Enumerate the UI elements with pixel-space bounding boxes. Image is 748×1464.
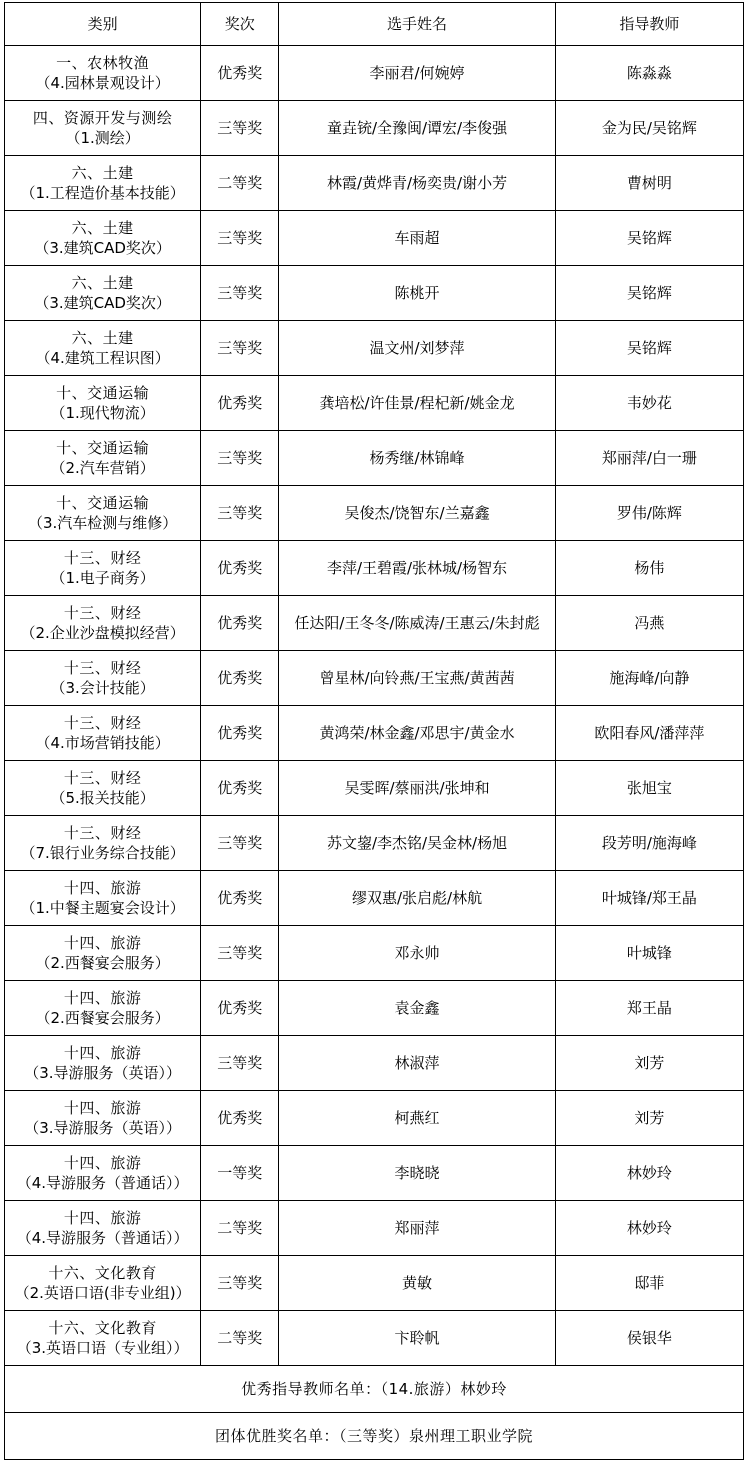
category-line-2: （2.英语口语(非专业组)） (14, 1284, 191, 1302)
cell-award: 二等奖 (201, 1201, 279, 1256)
cell-award: 优秀奖 (201, 706, 279, 761)
category-line-2: （2.企业沙盘模拟经营） (20, 624, 185, 642)
category-line-1: 十四、旅游 (63, 1208, 142, 1227)
cell-coach: 林妙玲 (555, 1146, 743, 1201)
cell-award: 三等奖 (201, 431, 279, 486)
table-row (5, 706, 744, 761)
table-body (5, 46, 744, 1460)
header-category: 类别 (5, 3, 201, 46)
cell-coach: 陈淼淼 (555, 46, 743, 101)
cell-players: 吴俊杰/饶智东/兰嘉鑫 (279, 486, 555, 541)
cell-award: 三等奖 (201, 1036, 279, 1091)
cell-coach: 叶城锋/郑王晶 (555, 871, 743, 926)
cell-coach: 金为民/吴铭辉 (555, 101, 743, 156)
excellent-coach-note: 优秀指导教师名单：（14.旅游）林妙玲 (5, 1366, 744, 1413)
team-award-note: 团体优胜奖名单：（三等奖）泉州理工职业学院 (5, 1413, 744, 1460)
cell-players: 陈桃开 (279, 266, 555, 321)
category-line-1: 十四、旅游 (63, 933, 142, 952)
cell-award: 三等奖 (201, 816, 279, 871)
cell-award: 二等奖 (201, 1311, 279, 1366)
category-line-1: 十、交通运输 (56, 438, 150, 457)
award-table (4, 2, 744, 1460)
cell-coach: 冯燕 (555, 596, 743, 651)
category-line-2: （1.中餐主题宴会设计） (20, 899, 185, 917)
cell-award: 优秀奖 (201, 761, 279, 816)
category-line-1: 六、土建 (71, 328, 134, 347)
table-row (5, 1311, 744, 1366)
cell-category (5, 1311, 201, 1366)
category-line-1: 十四、旅游 (63, 1043, 142, 1062)
cell-players: 缪双惠/张启彪/林航 (279, 871, 555, 926)
cell-award: 三等奖 (201, 211, 279, 266)
cell-players: 卞聆帆 (279, 1311, 555, 1366)
category-line-2: （7.银行业务综合技能） (20, 844, 185, 862)
category-line-1: 六、土建 (71, 218, 134, 237)
category-line-2: （2.汽车营销） (50, 459, 155, 477)
cell-coach: 刘芳 (555, 1036, 743, 1091)
category-line-2: （3.英语口语（专业组）） (16, 1339, 189, 1357)
table-row (5, 431, 744, 486)
cell-coach: 曹树明 (555, 156, 743, 211)
category-line-1: 十三、财经 (63, 823, 142, 842)
cell-players: 车雨超 (279, 211, 555, 266)
cell-players: 袁金鑫 (279, 981, 555, 1036)
cell-coach: 林妙玲 (555, 1201, 743, 1256)
cell-award: 三等奖 (201, 1256, 279, 1311)
category-line-1: 六、土建 (71, 163, 134, 182)
cell-category (5, 376, 201, 431)
category-line-1: 十三、财经 (63, 548, 142, 567)
cell-players: 杨秀继/林锦峰 (279, 431, 555, 486)
table-row (5, 541, 744, 596)
cell-players: 童垚铳/全豫闽/谭宏/李俊强 (279, 101, 555, 156)
cell-coach: 吴铭辉 (555, 321, 743, 376)
header-row (5, 3, 744, 46)
cell-coach: 侯银华 (555, 1311, 743, 1366)
category-line-2: （3.会计技能） (50, 679, 155, 697)
cell-category (5, 981, 201, 1036)
category-line-2: （4.园林景观设计） (35, 74, 170, 92)
cell-award: 优秀奖 (201, 871, 279, 926)
category-line-1: 十六、文化教育 (48, 1318, 157, 1337)
cell-players: 李晓晓 (279, 1146, 555, 1201)
cell-category (5, 211, 201, 266)
cell-players: 柯燕红 (279, 1091, 555, 1146)
category-line-1: 十四、旅游 (63, 1098, 142, 1117)
cell-category (5, 1256, 201, 1311)
category-line-1: 六、土建 (71, 273, 134, 292)
category-line-1: 十六、文化教育 (48, 1263, 157, 1282)
cell-players: 黄鸿荣/林金鑫/邓思宇/黄金水 (279, 706, 555, 761)
cell-players: 任达阳/王冬冬/陈威涛/王惠云/朱封彪 (279, 596, 555, 651)
cell-award: 优秀奖 (201, 376, 279, 431)
category-line-1: 一、农林牧渔 (56, 53, 150, 72)
cell-category (5, 1201, 201, 1256)
cell-category (5, 926, 201, 981)
cell-coach: 施海峰/向静 (555, 651, 743, 706)
category-line-2: （2.西餐宴会服务） (35, 954, 170, 972)
cell-category (5, 486, 201, 541)
category-line-2: （2.西餐宴会服务） (35, 1009, 170, 1027)
cell-players: 郑丽萍 (279, 1201, 555, 1256)
cell-award: 优秀奖 (201, 981, 279, 1036)
category-line-1: 十、交通运输 (56, 493, 150, 512)
cell-category (5, 816, 201, 871)
cell-award: 优秀奖 (201, 651, 279, 706)
category-line-2: （1.工程造价基本技能） (20, 184, 185, 202)
category-line-2: （3.建筑CAD奖次） (34, 294, 171, 312)
category-line-2: （3.导游服务（英语）） (24, 1064, 182, 1082)
cell-award: 优秀奖 (201, 46, 279, 101)
cell-award: 三等奖 (201, 321, 279, 376)
cell-category (5, 1036, 201, 1091)
table-row (5, 46, 744, 101)
table-row (5, 926, 744, 981)
table-row (5, 376, 744, 431)
cell-category (5, 1146, 201, 1201)
cell-coach: 郑丽萍/白一珊 (555, 431, 743, 486)
cell-coach: 段芳明/施海峰 (555, 816, 743, 871)
cell-category (5, 431, 201, 486)
cell-coach: 郑王晶 (555, 981, 743, 1036)
cell-players: 吴雯晖/蔡丽洪/张坤和 (279, 761, 555, 816)
table-row (5, 156, 744, 211)
table-row (5, 596, 744, 651)
cell-coach: 邸菲 (555, 1256, 743, 1311)
table-row (5, 486, 744, 541)
category-line-2: （1.测绘） (65, 129, 140, 147)
cell-award: 三等奖 (201, 486, 279, 541)
category-line-2: （3.汽车检测与维修） (27, 514, 178, 532)
category-line-1: 十三、财经 (63, 713, 142, 732)
cell-category (5, 321, 201, 376)
cell-category (5, 1091, 201, 1146)
category-line-1: 十三、财经 (63, 658, 142, 677)
cell-coach: 韦妙花 (555, 376, 743, 431)
category-line-2: （4.建筑工程识图） (35, 349, 170, 367)
cell-category (5, 266, 201, 321)
cell-category (5, 541, 201, 596)
table-row (5, 871, 744, 926)
category-line-2: （4.导游服务（普通话）） (16, 1229, 189, 1247)
table-row (5, 1091, 744, 1146)
cell-category (5, 46, 201, 101)
table-row (5, 761, 744, 816)
footer-row (5, 1366, 744, 1413)
cell-players: 苏文鋆/李杰铭/吴金林/杨旭 (279, 816, 555, 871)
cell-coach: 罗伟/陈辉 (555, 486, 743, 541)
cell-category (5, 101, 201, 156)
category-line-1: 十、交通运输 (56, 383, 150, 402)
table-header (5, 3, 744, 46)
cell-category (5, 651, 201, 706)
cell-players: 黄敏 (279, 1256, 555, 1311)
cell-award: 三等奖 (201, 101, 279, 156)
cell-coach: 吴铭辉 (555, 266, 743, 321)
table-row (5, 1256, 744, 1311)
cell-players: 龚培松/许佳景/程杞新/姚金龙 (279, 376, 555, 431)
category-line-1: 十四、旅游 (63, 878, 142, 897)
category-line-2: （3.建筑CAD奖次） (34, 239, 171, 257)
cell-players: 温文州/刘梦萍 (279, 321, 555, 376)
category-line-2: （4.导游服务（普通话）） (16, 1174, 189, 1192)
category-line-2: （5.报关技能） (50, 789, 155, 807)
table-row (5, 101, 744, 156)
footer-row (5, 1413, 744, 1460)
table-row (5, 211, 744, 266)
category-line-1: 十四、旅游 (63, 988, 142, 1007)
cell-award: 三等奖 (201, 926, 279, 981)
cell-award: 一等奖 (201, 1146, 279, 1201)
table-row (5, 321, 744, 376)
cell-coach: 杨伟 (555, 541, 743, 596)
category-line-2: （1.现代物流） (50, 404, 155, 422)
category-line-1: 十四、旅游 (63, 1153, 142, 1172)
cell-category (5, 596, 201, 651)
cell-players: 李丽君/何婉婷 (279, 46, 555, 101)
cell-award: 优秀奖 (201, 596, 279, 651)
cell-category (5, 156, 201, 211)
category-line-1: 十三、财经 (63, 768, 142, 787)
cell-award: 三等奖 (201, 266, 279, 321)
category-line-2: （3.导游服务（英语）） (24, 1119, 182, 1137)
header-award: 奖次 (201, 3, 279, 46)
category-line-2: （1.电子商务） (50, 569, 155, 587)
cell-players: 林淑萍 (279, 1036, 555, 1091)
table-row (5, 266, 744, 321)
cell-award: 二等奖 (201, 156, 279, 211)
cell-award: 优秀奖 (201, 1091, 279, 1146)
table-row (5, 981, 744, 1036)
category-line-1: 四、资源开发与测绘 (32, 108, 173, 127)
cell-coach: 欧阳春风/潘萍萍 (555, 706, 743, 761)
cell-category (5, 706, 201, 761)
header-players: 选手姓名 (279, 3, 555, 46)
table-row (5, 1036, 744, 1091)
cell-coach: 张旭宝 (555, 761, 743, 816)
cell-category (5, 871, 201, 926)
table-row (5, 1146, 744, 1201)
cell-players: 李萍/王碧霞/张林城/杨智东 (279, 541, 555, 596)
cell-award: 优秀奖 (201, 541, 279, 596)
cell-players: 邓永帅 (279, 926, 555, 981)
cell-category (5, 761, 201, 816)
table-row (5, 1201, 744, 1256)
cell-coach: 吴铭辉 (555, 211, 743, 266)
cell-players: 曾星林/向铃燕/王宝燕/黄茜茜 (279, 651, 555, 706)
table-row (5, 816, 744, 871)
cell-coach: 叶城锋 (555, 926, 743, 981)
category-line-2: （4.市场营销技能） (35, 734, 170, 752)
header-coach: 指导教师 (555, 3, 743, 46)
table-row (5, 651, 744, 706)
cell-coach: 刘芳 (555, 1091, 743, 1146)
cell-players: 林霞/黄烨青/杨奕贵/谢小芳 (279, 156, 555, 211)
category-line-1: 十三、财经 (63, 603, 142, 622)
